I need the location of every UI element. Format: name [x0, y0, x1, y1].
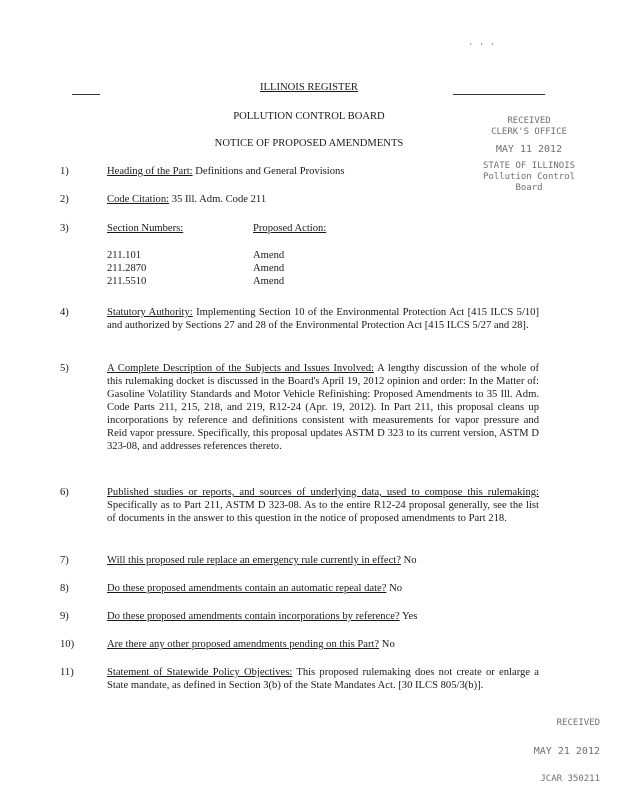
item-policy-objectives — [107, 666, 539, 692]
item-text: A lengthy discussion of the whole of this rulemaking docket is discussed in the Board's April 19, 2012 opinion and order: In the Matter of: Gasoline Volatility Standards and Motor Vehicle Refinishing: Proposed Amendments to 35 Ill. Adm. Code Parts 211, 215, 218, and 219, R12-24 (Apr. 19, 2012). In Part 211, this proposal cleans up incorporations by reference and definitions consistent with measurements for vapor pressure and Reid vapor pressure. Specifically, this proposal updates ASTM D 323 to its current version, ASTM D 323-08, and addresses references thereto. — [107, 363, 539, 452]
corner-mark: · · · — [468, 40, 496, 50]
item-incorporations — [107, 610, 539, 623]
item-label: Are there any other proposed amendments pending on this Part? — [107, 639, 380, 650]
bottom-mark-3: JCAR 350211 — [540, 774, 600, 784]
item-number: 2) — [60, 194, 69, 205]
item-section-numbers — [107, 222, 539, 235]
item-number: 6) — [60, 487, 69, 498]
stamp-line-5: Pollution Control Board — [482, 172, 576, 193]
notice-title: NOTICE OF PROPOSED AMENDMENTS — [214, 138, 404, 149]
item-code-citation — [107, 193, 539, 206]
item-label-2: Proposed Action: — [253, 223, 327, 234]
received-stamp — [474, 116, 584, 194]
item-text: No — [403, 555, 417, 566]
item-label: Statutory Authority: — [107, 307, 193, 318]
bottom-mark-2: MAY 21 2012 — [533, 746, 600, 757]
section-action: Amend — [253, 276, 285, 287]
item-label: Do these proposed amendments contain incorporations by reference? — [107, 611, 400, 622]
item-repeal-date — [107, 582, 539, 595]
item-text: 35 Ill. Adm. Code 211 — [171, 194, 267, 205]
section-action: Amend — [253, 250, 285, 261]
item-pending-amendments — [107, 638, 539, 651]
section-row — [107, 262, 407, 275]
item-number: 11) — [60, 667, 74, 678]
item-published-studies — [107, 486, 539, 525]
item-label: Published studies or reports, and sources of underlying data, used to compose this rulemaking: — [107, 487, 539, 498]
section-number: 211.5510 — [107, 276, 147, 287]
item-label: Will this proposed rule replace an emergency rule currently in effect? — [107, 555, 401, 566]
stamp-line-1: RECEIVED — [507, 116, 551, 126]
item-number: 10) — [60, 639, 75, 650]
section-action: Amend — [253, 263, 285, 274]
section-row — [107, 249, 407, 262]
item-number: 8) — [60, 583, 69, 594]
item-number: 9) — [60, 611, 69, 622]
header-rule-right — [453, 94, 545, 95]
item-statutory-authority — [107, 306, 539, 332]
item-label: A Complete Description of the Subjects and Issues Involved: — [107, 363, 374, 374]
item-number: 3) — [60, 223, 69, 234]
section-number: 211.101 — [107, 250, 142, 261]
item-description — [107, 362, 539, 453]
bottom-mark-1: RECEIVED — [556, 718, 600, 728]
item-number: 7) — [60, 555, 69, 566]
item-label: Code Citation: — [107, 194, 170, 205]
stamp-line-2: CLERK'S OFFICE — [491, 127, 567, 137]
item-label: Section Numbers: — [107, 223, 184, 234]
item-emergency-rule — [107, 554, 539, 567]
stamp-line-4: STATE OF ILLINOIS — [482, 161, 576, 171]
header-rule-left — [72, 94, 100, 95]
item-text: Yes — [401, 611, 418, 622]
item-label: Statement of Statewide Policy Objectives: — [107, 667, 293, 678]
item-text: No — [381, 639, 395, 650]
item-label: Do these proposed amendments contain an automatic repeal date? — [107, 583, 387, 594]
section-row — [107, 275, 407, 288]
stamp-date: MAY 11 2012 — [495, 144, 563, 155]
board-title: POLLUTION CONTROL BOARD — [233, 111, 385, 122]
item-label: Heading of the Part: — [107, 166, 193, 177]
item-number: 1) — [60, 166, 69, 177]
item-number: 4) — [60, 307, 69, 318]
item-text: No — [389, 583, 403, 594]
register-title: ILLINOIS REGISTER — [260, 82, 358, 93]
item-number: 5) — [60, 363, 69, 374]
item-text: Implementing Section 10 of the Environmental Protection Act [415 ILCS 5/10] and authorized by Sections 27 and 28 of the Environmental Protection Act [415 ILCS 5/27 and 28]. — [107, 307, 540, 331]
item-text: This proposed rulemaking does not create or enlarge a State mandate, as defined in Section 3(b) of the State Mandates Act. [30 ILCS 805/3(b)]. — [107, 667, 539, 691]
section-number: 211.2870 — [107, 263, 147, 274]
item-text: Definitions and General Provisions — [195, 166, 345, 177]
item-heading — [107, 165, 539, 178]
item-text: Specifically as to Part 211, ASTM D 323-08. As to the entire R12-24 proposal generally, see the list of documents in the answer to this question in the notice of proposed amendments to Part 218. — [107, 500, 539, 524]
